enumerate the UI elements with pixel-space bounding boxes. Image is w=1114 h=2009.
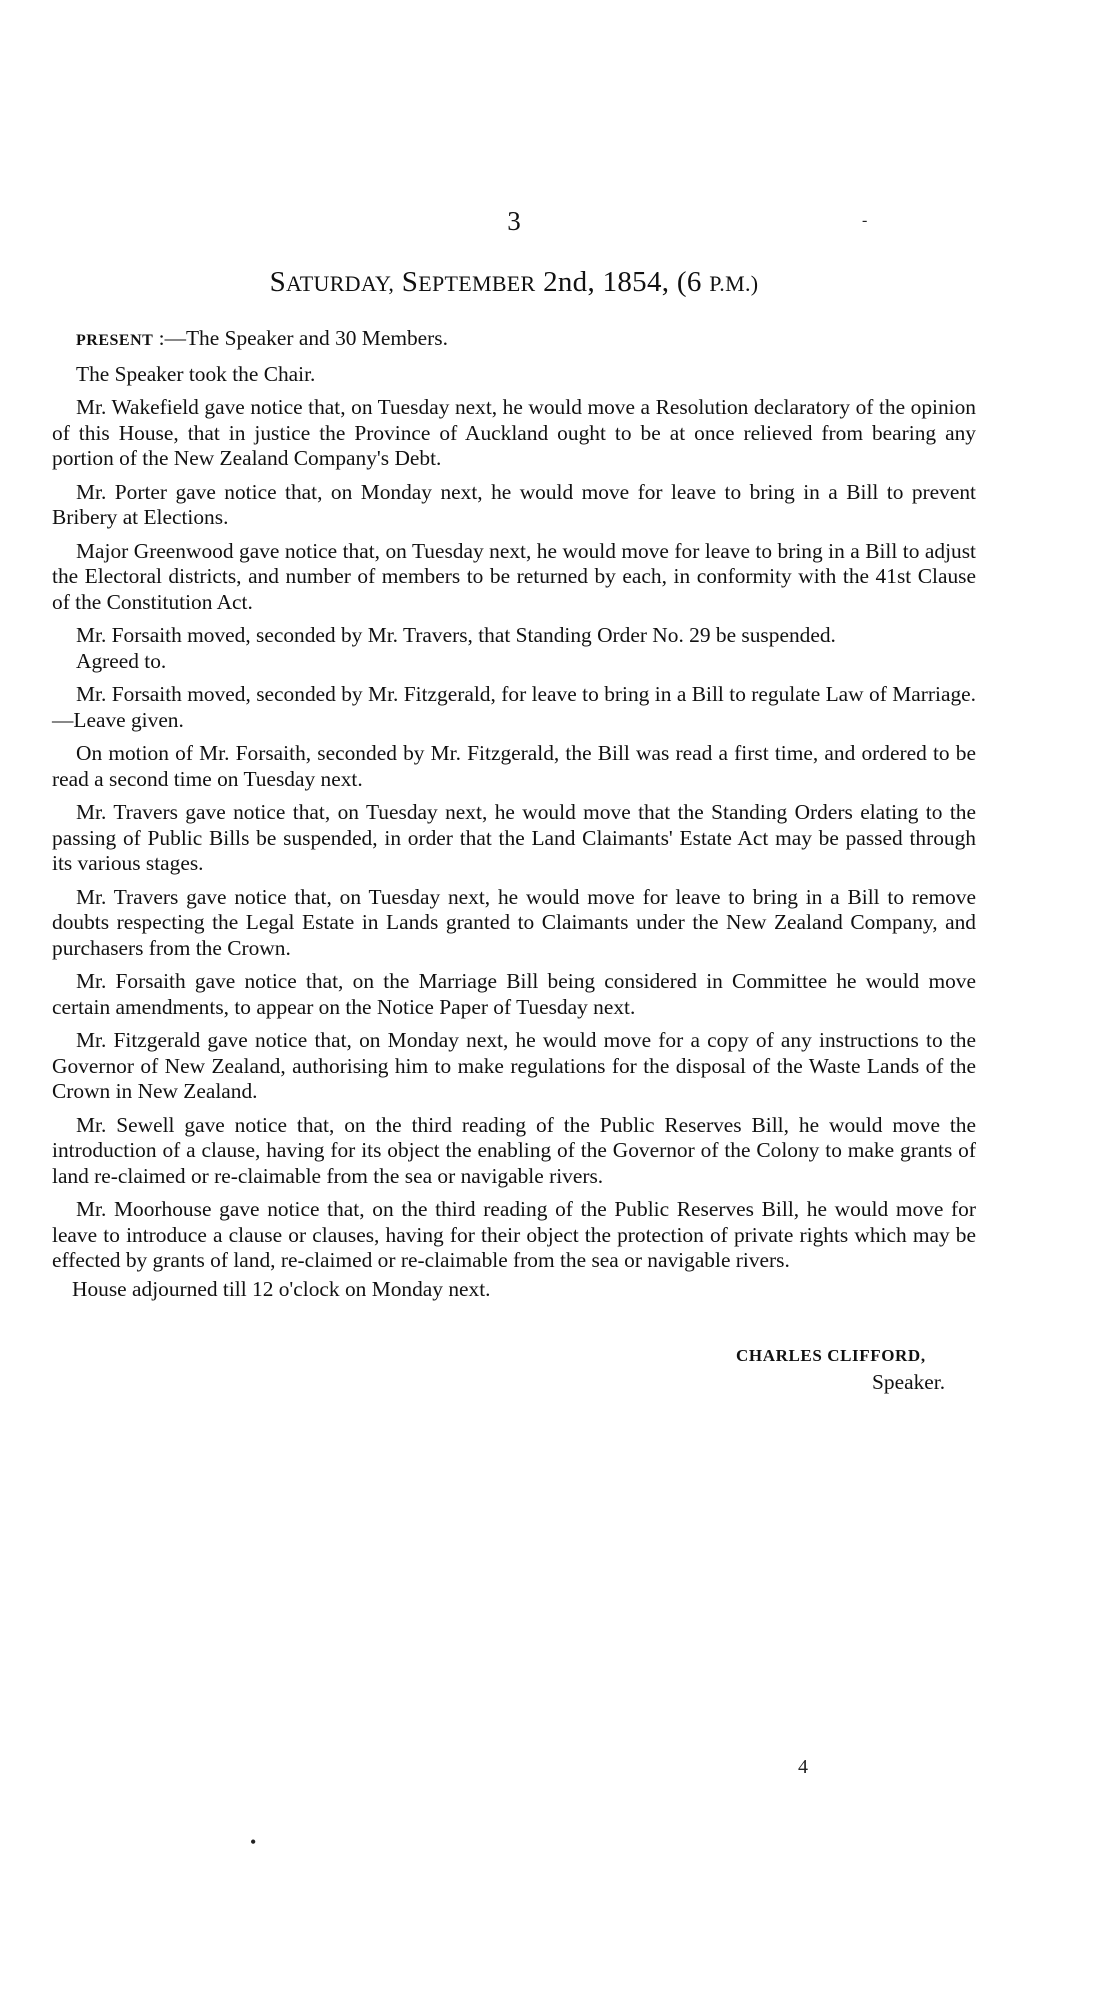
- adjournment-line: House adjourned till 12 o'clock on Monday next.: [72, 1277, 491, 1301]
- paragraph-agreed: Agreed to.: [76, 648, 167, 673]
- ink-dot: •: [250, 1832, 257, 1852]
- paragraph-speaker-chair: The Speaker took the Chair.: [76, 361, 316, 386]
- paragraph-fitzgerald-instructions: Mr. Fitzgerald gave notice that, on Monday next, he would move for a copy of any instructions to the Governor of New Zealand, authorising him to make regulations for the disposal of the Waste Lands of the Crown in New Zealand.: [52, 1028, 976, 1103]
- session-heading: [0, 266, 1028, 299]
- speaker-name: CHARLES CLIFFORD,: [736, 1346, 926, 1365]
- paragraph-forsaith-standing-order: Mr. Forsaith moved, seconded by Mr. Travers, that Standing Order No. 29 be suspended.: [76, 623, 836, 647]
- signature-mark: 4: [798, 1756, 808, 1778]
- present-paragraph: [52, 326, 976, 354]
- paragraph-forsaith-marriage: Mr. Forsaith moved, seconded by Mr. Fitzgerald, for leave to bring in a Bill to regulate Law of Marriage.—Leave given.: [52, 682, 976, 732]
- signature-block: [736, 1342, 976, 1396]
- paragraph-travers-legal-estate: Mr. Travers gave notice that, on Tuesday next, he would move for leave to bring in a Bill to remove doubts respecting the Legal Estate in Lands granted to Claimants under the New Zealand Company, and purchasers from the Crown.: [52, 884, 976, 960]
- heading-date: 2nd, 1854, (6: [543, 266, 702, 298]
- present-text: :—The Speaker and 30 Members.: [158, 326, 448, 350]
- paragraph-sewell: Mr. Sewell gave notice that, on the third reading of the Public Reserves Bill, he would move the introduction of a clause, having for its object the enabling of the Governor of the Colony to make grants of land re-claimed or re-claimable from the sea or navigable rivers.: [52, 1112, 976, 1188]
- page-number: 3: [507, 206, 521, 236]
- paragraph-travers-standing-orders: Mr. Travers gave notice that, on Tuesday next, he would move that the Standing Orders elating to the passing of Public Bills be suspended, in order that the Land Claimants' Estate Act may be passed through its various stages.: [52, 800, 976, 875]
- present-label: PRESENT: [76, 332, 154, 349]
- paragraph-forsaith-amendments: Mr. Forsaith gave notice that, on the Marriage Bill being considered in Committee he would move certain amendments, to appear on the Notice Paper of Tuesday next.: [52, 969, 976, 1019]
- paragraph-greenwood: Major Greenwood gave notice that, on Tuesday next, he would move for leave to bring in a Bill to adjust the Electoral districts, and number of members to be returned by each, in conformity with the 41st Clause of the Constitution Act.: [52, 538, 976, 614]
- heading-month-initial: S: [401, 266, 419, 298]
- stray-mark: -: [862, 212, 868, 229]
- speaker-title: Speaker.: [872, 1370, 946, 1394]
- paragraph-wakefield: Mr. Wakefield gave notice that, on Tuesday next, he would move a Resolution declaratory of the opinion of this House, that in justice the Province of Auckland ought to be at once relieved from bearing any portion of the New Zealand Company's Debt.: [52, 395, 976, 470]
- heading-month-rest: EPTEMBER: [418, 271, 536, 296]
- heading-day-rest: ATURDAY,: [286, 271, 395, 296]
- heading-day-initial: S: [269, 266, 287, 298]
- paragraph-moorhouse: Mr. Moorhouse gave notice that, on the third reading of the Public Reserves Bill, he would move for leave to introduce a clause or clauses, having for their object the protection of private rights which may be effected by grants of land, re-claimed or re-claimable from the sea or navigable rivers.: [52, 1197, 976, 1272]
- heading-time-suffix: P.M.): [709, 271, 759, 296]
- paragraph-porter: Mr. Porter gave notice that, on Monday next, he would move for leave to bring in a Bill to prevent Bribery at Elections.: [52, 479, 976, 529]
- paragraph-first-reading: On motion of Mr. Forsaith, seconded by Mr. Fitzgerald, the Bill was read a first time, and ordered to be read a second time on Tuesday next.: [52, 741, 976, 791]
- minutes-body: [52, 326, 976, 1282]
